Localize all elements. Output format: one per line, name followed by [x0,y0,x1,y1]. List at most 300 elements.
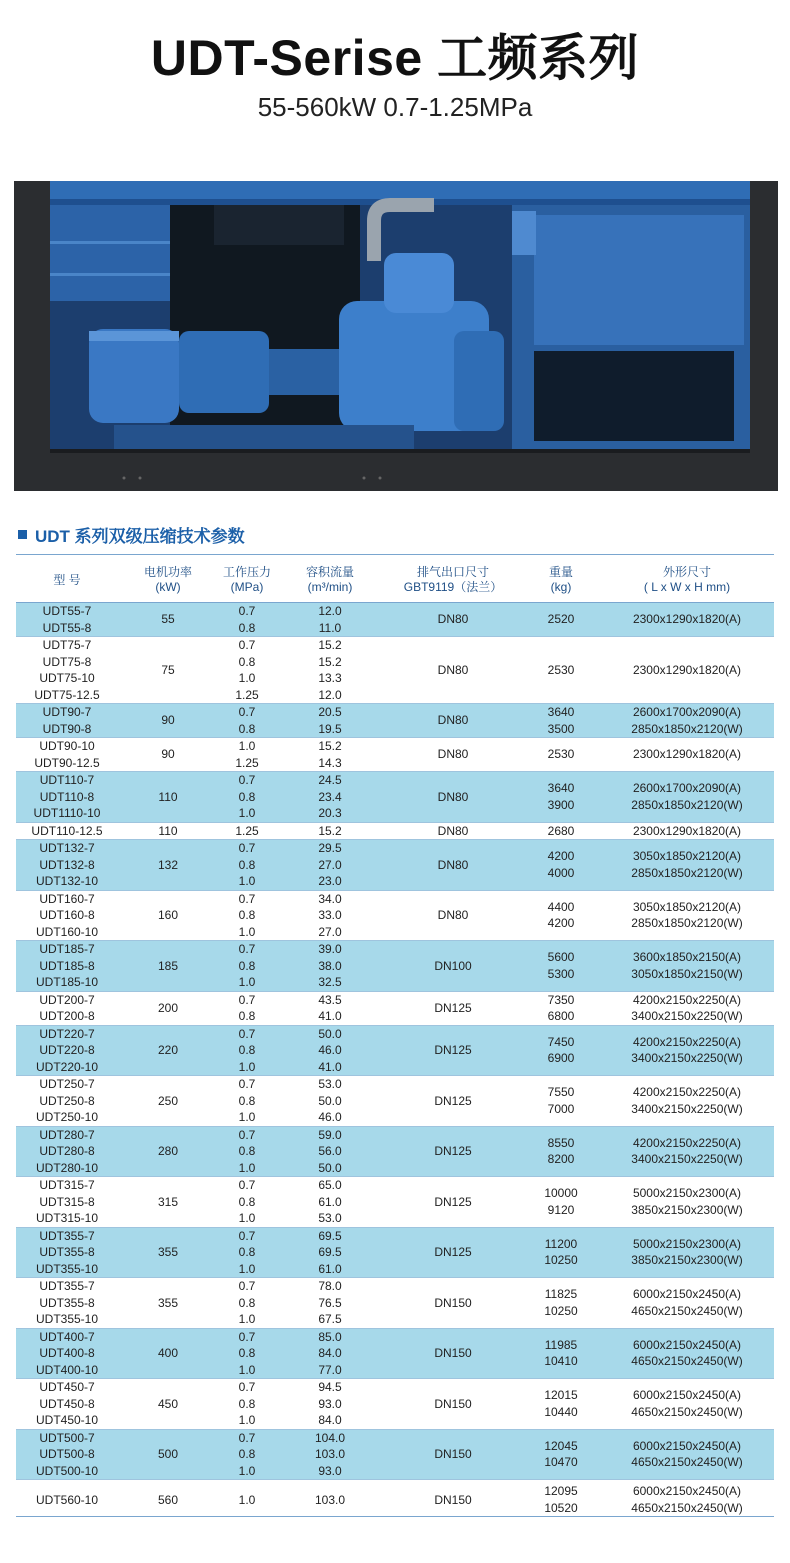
cell-pressure [218,941,276,992]
header-power: 电机功率 (kW) [118,558,218,603]
cell-flow-line: 15.2 [318,654,342,669]
cell-flow [276,1025,384,1076]
cell-weight-line: 10250 [544,1303,578,1318]
cell-weight [522,1429,600,1480]
cell-pressure-line: 0.7 [238,992,256,1007]
cell-flow-line: 93.0 [318,1396,342,1411]
square-bullet-icon [18,530,27,539]
cell-pressure-line: 0.7 [238,891,256,906]
cell-dimensions [600,941,774,992]
cell-weight-line: 5600 [547,950,575,965]
cell-weight [522,738,600,772]
cell-weight [522,941,600,992]
table-row [16,991,774,1025]
cell-flow-line: 12.0 [318,604,342,618]
cell-power: 250 [118,1076,218,1127]
cell-model [16,704,118,738]
cell-weight-line: 12045 [544,1438,578,1453]
cell-pressure-line: 0.7 [238,1228,256,1243]
cell-model-line: UDT355-10 [35,1261,99,1276]
cell-flow-line: 33.0 [318,908,342,922]
header-outlet: 排气出口尺寸 GBT9119（法兰） [384,558,522,603]
cell-dimensions [600,1126,774,1177]
cell-weight-line: 12095 [544,1484,578,1499]
cell-dimensions-line: 3400x2150x2250(W) [631,1009,743,1023]
section-title-text: UDT 系列双级压缩技术参数 [35,526,245,546]
cell-model-line: UDT75-12.5 [34,687,100,702]
cell-weight-line: 11825 [544,1287,578,1302]
cell-flow-line: 43.5 [318,992,342,1007]
cell-weight-line: 6900 [547,1051,575,1066]
cell-dimensions-line: 4650x2150x2450(W) [631,1500,743,1515]
cell-flow-line: 78.0 [318,1279,342,1293]
cell-flow [276,1328,384,1379]
table-row [16,1278,774,1329]
page-title: UDT-Serise 工频系列 [150,30,640,86]
cell-pressure-line: 0.8 [238,1093,256,1108]
cell-flow-line: 23.4 [318,789,342,804]
cell-dimensions-line: 2300x1290x1820(A) [632,612,742,627]
cell-flow-line: 23.0 [318,874,342,888]
cell-flow [276,941,384,992]
cell-weight [522,1379,600,1430]
cell-dimensions-line: 3050x1850x2150(W) [631,966,743,981]
cell-dimensions-line: 3050x1850x2120(A) [632,849,742,864]
cell-dimensions [600,822,774,840]
table-row [16,1480,774,1520]
cell-outlet: DN80 [384,890,522,941]
cell-outlet: DN125 [384,1076,522,1127]
cell-flow-line: 15.2 [318,823,342,838]
cell-weight-line: 4200 [547,916,575,931]
cell-model [16,738,118,772]
cell-model-line: UDT355-10 [35,1312,99,1326]
cell-outlet: DN150 [384,1379,522,1430]
cell-power: 560 [118,1480,218,1520]
cell-pressure-line: 0.7 [238,773,256,787]
header-dimensions: 外形尺寸 ( L x W x H mm) [600,558,774,603]
table-row [16,1126,774,1177]
cell-flow-line: 34.0 [318,891,342,906]
cell-flow [276,822,384,840]
cell-dimensions-line: 2850x1850x2120(W) [631,721,743,736]
cell-model-line: UDT280-8 [39,1144,95,1158]
cell-weight-line: 11985 [544,1337,578,1352]
spec-table-body [16,603,774,1520]
cell-flow-line: 32.5 [318,975,342,989]
cell-weight [522,704,600,738]
cell-model [16,991,118,1025]
cell-dimensions-line: 4650x2150x2450(W) [631,1455,743,1470]
cell-flow-line: 56.0 [318,1144,342,1158]
cell-weight-line: 3500 [547,721,575,736]
cell-dimensions-line: 3400x2150x2250(W) [631,1152,743,1167]
cell-pressure-line: 0.7 [238,942,256,956]
table-row [16,1429,774,1480]
cell-weight-line: 10440 [544,1404,578,1419]
cell-weight-line: 3640 [547,705,575,719]
cell-power: 110 [118,772,218,823]
cell-model [16,890,118,941]
cell-power: 90 [118,704,218,738]
cell-weight [522,637,600,704]
cell-flow-line: 53.0 [318,1077,342,1091]
cell-pressure-line: 1.0 [238,1362,256,1377]
cell-model [16,1177,118,1228]
cell-power: 400 [118,1328,218,1379]
cell-dimensions-line: 6000x2150x2450(A) [632,1438,742,1453]
header-pressure: 工作压力 (MPa) [218,558,276,603]
cell-pressure [218,1480,276,1520]
cell-flow-line: 50.0 [318,1160,342,1175]
cell-pressure-line: 1.0 [238,874,256,888]
cell-model [16,1480,118,1520]
cell-model-line: UDT1110-10 [33,806,101,820]
table-header-row [16,558,774,603]
cell-model [16,1025,118,1076]
cell-pressure-line: 0.8 [238,620,256,635]
cell-model-line: UDT220-10 [35,1059,99,1074]
cell-dimensions [600,1429,774,1480]
cell-pressure-line: 0.8 [238,1009,256,1023]
cell-power: 55 [118,603,218,637]
cell-flow [276,1480,384,1520]
cell-model-line: UDT250-7 [39,1077,95,1091]
cell-flow-line: 46.0 [318,1043,342,1057]
table-row [16,890,774,941]
cell-pressure [218,1328,276,1379]
cell-dimensions [600,840,774,891]
cell-dimensions-line: 3600x1850x2150(A) [632,950,742,965]
cell-model [16,1429,118,1480]
cell-pressure-line: 0.8 [238,721,256,736]
cell-flow-line: 61.0 [318,1261,342,1276]
cell-weight-line: 7000 [547,1101,575,1116]
cell-weight-line: 7550 [547,1085,575,1100]
cell-power: 500 [118,1429,218,1480]
cell-weight [522,1076,600,1127]
cell-power: 90 [118,738,218,772]
cell-weight-line: 9120 [547,1202,575,1217]
table-row [16,1379,774,1430]
cell-power: 315 [118,1177,218,1228]
cell-pressure-line: 1.0 [238,806,256,820]
cell-outlet: DN100 [384,941,522,992]
cell-weight-line: 4400 [547,899,575,914]
cell-pressure [218,1379,276,1430]
cell-weight-line: 2530 [547,662,575,677]
cell-model-line: UDT90-7 [42,705,92,719]
cell-pressure-line: 0.8 [238,1447,256,1461]
cell-pressure [218,1076,276,1127]
cell-pressure [218,890,276,941]
cell-pressure-line: 0.8 [238,1043,256,1057]
cell-flow-line: 67.5 [318,1312,342,1326]
table-row [16,637,774,704]
cell-pressure-line: 0.8 [238,958,256,973]
cell-weight [522,1278,600,1329]
cell-pressure [218,822,276,840]
cell-outlet: DN125 [384,1025,522,1076]
table-top-rule [16,554,774,555]
cell-power: 110 [118,822,218,840]
cell-model-line: UDT132-7 [39,841,95,855]
cell-model-line: UDT500-8 [39,1447,95,1461]
cell-outlet: DN80 [384,738,522,772]
cell-weight-line: 5300 [547,966,575,981]
cell-weight-line: 10000 [544,1186,578,1201]
cell-flow-line: 93.0 [318,1463,342,1478]
cell-weight [522,991,600,1025]
cell-power: 75 [118,637,218,704]
cell-model-line: UDT355-8 [39,1295,95,1310]
cell-model-line: UDT160-8 [39,908,95,922]
cell-model-line: UDT500-7 [39,1430,95,1445]
cell-weight [522,1480,600,1520]
cell-flow-line: 20.5 [318,705,342,719]
cell-pressure-line: 0.8 [238,789,256,804]
cell-outlet: DN150 [384,1429,522,1480]
cell-model-line: UDT315-7 [39,1178,95,1192]
cell-pressure-line: 0.8 [238,1396,256,1411]
cell-power: 160 [118,890,218,941]
cell-model-line: UDT355-7 [39,1228,95,1243]
section-title [18,522,245,546]
cell-pressure [218,738,276,772]
cell-flow-line: 15.2 [318,638,342,652]
cell-model-line: UDT55-8 [42,620,92,635]
cell-dimensions-line: 5000x2150x2300(A) [632,1186,742,1201]
cell-pressure-line: 0.7 [238,604,256,618]
cell-dimensions-line: 2850x1850x2120(W) [631,865,743,880]
cell-pressure [218,704,276,738]
cell-weight-line: 10470 [544,1455,578,1470]
cell-outlet: DN80 [384,637,522,704]
cell-pressure-line: 0.8 [238,908,256,922]
cell-flow-line: 11.0 [318,620,342,635]
cell-model-line: UDT132-8 [39,857,95,872]
cell-dimensions-line: 2300x1290x1820(A) [632,823,742,838]
table-row [16,1177,774,1228]
cell-dimensions [600,1177,774,1228]
cell-outlet: DN80 [384,772,522,823]
cell-model-line: UDT450-7 [39,1380,95,1394]
cell-model [16,772,118,823]
cell-model-line: UDT200-8 [39,1009,95,1023]
cell-dimensions-line: 4200x2150x2250(A) [632,992,742,1007]
cell-pressure-line: 1.0 [238,975,256,989]
cell-flow [276,704,384,738]
cell-model-line: UDT280-7 [39,1127,95,1142]
cell-pressure-line: 1.25 [235,687,259,702]
cell-flow-line: 46.0 [318,1110,342,1124]
cell-pressure-line: 0.7 [238,1430,256,1445]
cell-flow [276,840,384,891]
cell-flow-line: 41.0 [318,1009,342,1023]
cell-flow [276,1126,384,1177]
cell-power: 132 [118,840,218,891]
cell-pressure-line: 1.0 [238,1463,256,1478]
cell-dimensions [600,704,774,738]
cell-power: 450 [118,1379,218,1430]
cell-pressure-line: 1.0 [238,1211,256,1225]
cell-pressure [218,603,276,637]
cell-dimensions-line: 3850x2150x2300(W) [631,1253,743,1268]
cell-dimensions [600,1480,774,1520]
cell-pressure-line: 0.7 [238,1026,256,1041]
cell-pressure-line: 0.8 [238,1144,256,1158]
cell-flow-line: 84.0 [318,1413,342,1427]
cell-pressure-line: 0.7 [238,1380,256,1394]
cell-model-line: UDT185-10 [35,975,99,989]
table-row [16,941,774,992]
cell-pressure [218,1177,276,1228]
cell-weight [522,822,600,840]
cell-pressure-line: 1.0 [238,1413,256,1427]
cell-model-line: UDT75-7 [42,638,92,652]
cell-flow [276,1379,384,1430]
cell-outlet: DN125 [384,991,522,1025]
compressor-photo [14,181,778,491]
cell-model-line: UDT160-10 [35,924,99,939]
cell-weight [522,1025,600,1076]
cell-weight-line: 10250 [544,1253,578,1268]
cell-model-line: UDT220-7 [39,1026,95,1041]
cell-model [16,822,118,840]
cell-weight-line: 7350 [547,992,575,1007]
table-row [16,840,774,891]
cell-weight-line: 4000 [547,865,575,880]
cell-pressure-line: 1.0 [238,1261,256,1276]
cell-flow [276,603,384,637]
cell-flow-line: 85.0 [318,1329,342,1344]
cell-dimensions-line: 3400x2150x2250(W) [631,1101,743,1116]
cell-model [16,1227,118,1278]
cell-weight-line: 10410 [544,1354,578,1369]
cell-weight-line: 3900 [547,797,575,812]
cell-model-line: UDT250-8 [39,1093,95,1108]
cell-pressure-line: 0.8 [238,1295,256,1310]
cell-weight-line: 8200 [547,1152,575,1167]
cell-pressure-line: 1.0 [238,1160,256,1175]
table-row [16,738,774,772]
cell-outlet: DN80 [384,822,522,840]
cell-model [16,941,118,992]
cell-dimensions-line: 6000x2150x2450(A) [632,1337,742,1352]
cell-outlet: DN80 [384,603,522,637]
cell-weight-line: 2530 [547,747,575,762]
cell-dimensions-line: 4650x2150x2450(W) [631,1354,743,1369]
cell-model-line: UDT450-8 [39,1396,95,1411]
cell-flow-line: 50.0 [318,1026,342,1041]
cell-pressure-line: 0.7 [238,638,256,652]
cell-model [16,603,118,637]
cell-weight [522,1227,600,1278]
cell-model [16,1328,118,1379]
cell-pressure-line: 1.25 [235,755,259,770]
cell-pressure [218,1025,276,1076]
cell-flow [276,890,384,941]
cell-pressure [218,637,276,704]
header-flow: 容积流量 (m³/min) [276,558,384,603]
cell-weight-line: 10520 [544,1500,578,1515]
cell-model [16,1076,118,1127]
cell-flow [276,772,384,823]
cell-dimensions [600,738,774,772]
cell-flow-line: 104.0 [314,1430,346,1445]
cell-flow-line: 41.0 [318,1059,342,1074]
header-weight: 重量 (kg) [522,558,600,603]
cell-model-line: UDT400-7 [39,1329,95,1344]
cell-model-line: UDT280-10 [35,1160,99,1175]
table-bottom-rule [16,1516,774,1517]
cell-flow-line: 19.5 [318,721,342,736]
cell-flow-line: 27.0 [318,924,342,939]
cell-dimensions-line: 5000x2150x2300(A) [632,1236,742,1251]
table-row [16,1328,774,1379]
cell-flow-line: 69.5 [318,1245,342,1259]
table-row [16,822,774,840]
cell-weight-line: 6800 [547,1009,575,1023]
cell-outlet: DN150 [384,1278,522,1329]
cell-model-line: UDT75-8 [42,654,92,669]
cell-pressure-line: 1.0 [238,1492,256,1507]
cell-power: 185 [118,941,218,992]
cell-flow-line: 59.0 [318,1127,342,1142]
cell-dimensions-line: 2600x1700x2090(A) [632,705,742,719]
cell-flow [276,637,384,704]
cell-dimensions [600,1025,774,1076]
cell-pressure [218,1278,276,1329]
cell-model [16,637,118,704]
cell-power: 355 [118,1227,218,1278]
cell-model-line: UDT90-12.5 [34,755,100,770]
cell-flow-line: 24.5 [318,773,342,787]
cell-model-line: UDT185-8 [39,958,95,973]
cell-dimensions [600,772,774,823]
cell-dimensions-line: 2600x1700x2090(A) [632,781,742,796]
cell-flow [276,738,384,772]
cell-pressure-line: 0.7 [238,1127,256,1142]
cell-pressure-line: 1.0 [238,924,256,939]
spec-table [16,558,774,1520]
cell-pressure [218,1126,276,1177]
table-row [16,603,774,637]
cell-weight [522,890,600,941]
cell-dimensions [600,603,774,637]
cell-pressure [218,772,276,823]
cell-power: 220 [118,1025,218,1076]
cell-pressure [218,840,276,891]
cell-model-line: UDT400-8 [39,1346,95,1360]
cell-weight-line: 8550 [547,1135,575,1150]
cell-dimensions [600,1076,774,1127]
cell-outlet: DN150 [384,1328,522,1379]
cell-weight-line: 7450 [547,1034,575,1049]
table-row [16,772,774,823]
cell-dimensions [600,890,774,941]
cell-weight [522,1177,600,1228]
cell-dimensions-line: 2850x1850x2120(W) [631,916,743,931]
cell-flow-line: 103.0 [314,1492,346,1507]
cell-flow-line: 29.5 [318,841,342,855]
cell-pressure-line: 0.7 [238,1077,256,1091]
cell-flow-line: 15.2 [318,739,342,753]
cell-weight-line: 12015 [544,1388,578,1403]
cell-pressure-line: 0.7 [238,705,256,719]
cell-flow-line: 76.5 [318,1295,342,1310]
cell-weight-line: 4200 [547,849,575,864]
